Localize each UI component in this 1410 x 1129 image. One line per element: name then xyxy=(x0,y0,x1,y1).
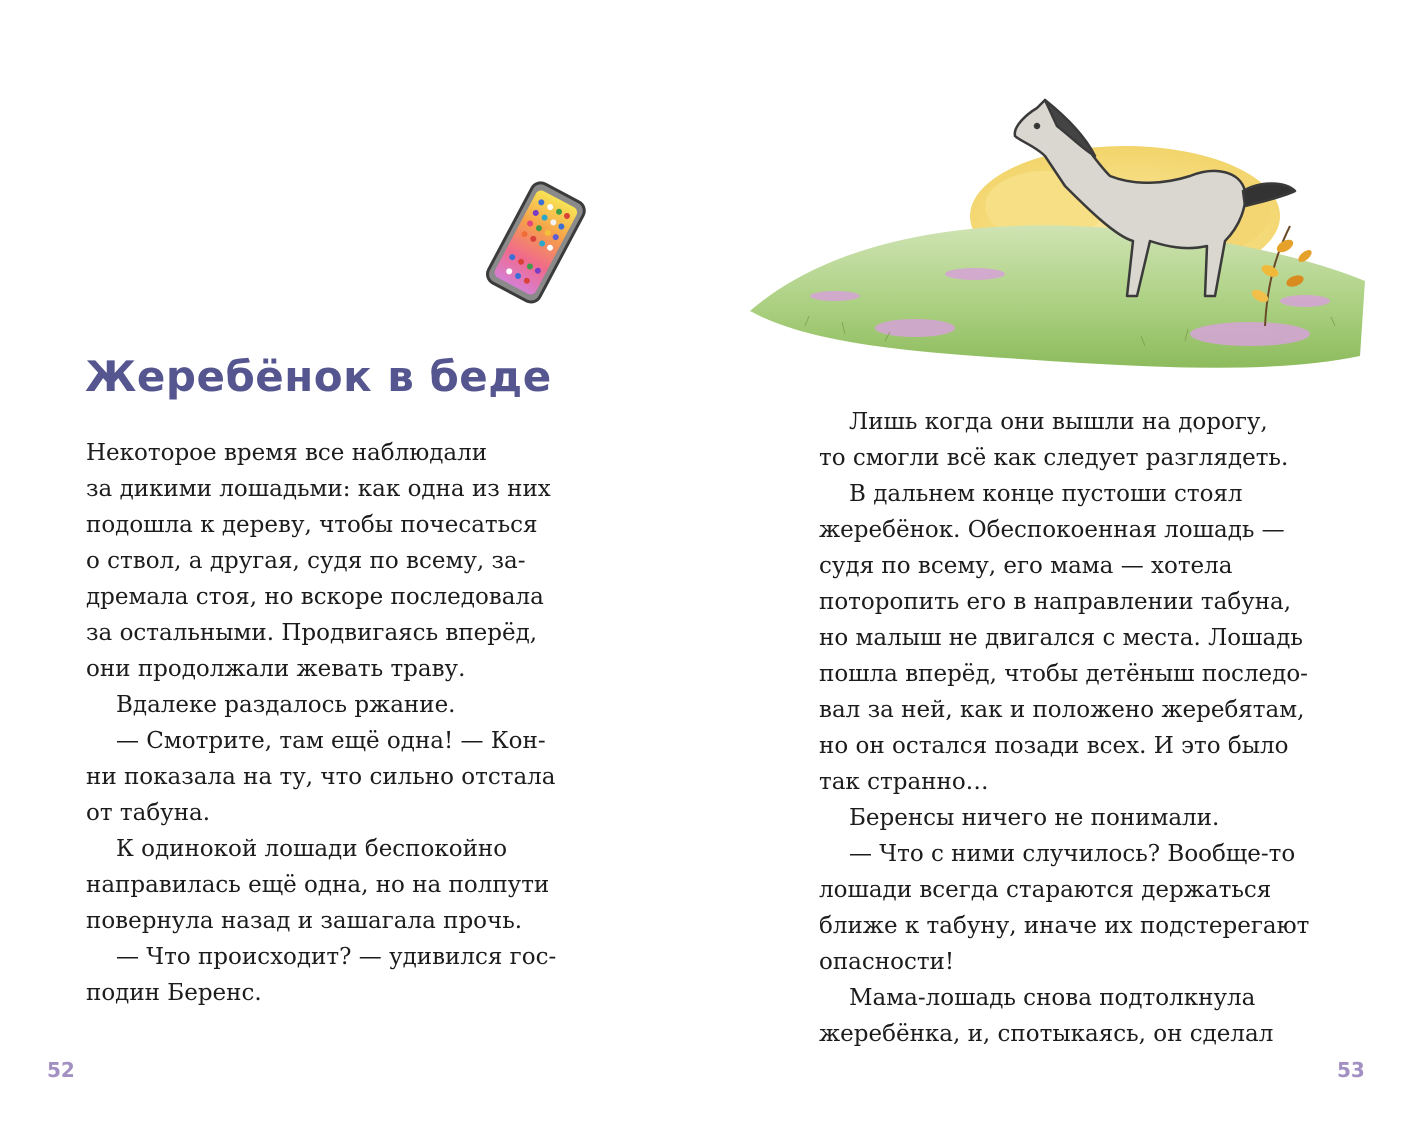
right-page xyxy=(705,0,1410,1129)
text-line: но малыш не двигался с места. Лошадь xyxy=(819,625,1303,651)
text-line: судя по всему, его мама — хотела xyxy=(819,553,1233,579)
text-line: — Смотрите, там ещё одна! — Кон- xyxy=(116,728,546,754)
text-line: ни показала на ту, что сильно отстала xyxy=(86,764,556,790)
text-line: В дальнем конце пустоши стоял xyxy=(849,481,1243,507)
text-line: Некоторое время все наблюдали xyxy=(86,440,488,466)
text-line: Вдалеке раздалось ржание. xyxy=(116,692,456,718)
text-line: Лишь когда они вышли на дорогу, xyxy=(849,409,1268,435)
text-line: то смогли всё как следует разглядеть. xyxy=(819,445,1289,471)
text-line: ближе к табуну, иначе их подстерегают xyxy=(819,913,1310,939)
text-line: поторопить его в направлении табуна, xyxy=(819,589,1292,615)
text-line: вал за ней, как и положено жеребятам, xyxy=(819,697,1305,723)
text-line: Беренсы ничего не понимали. xyxy=(849,805,1220,831)
text-line: — Что происходит? — удивился гос- xyxy=(116,944,557,970)
text-line: жеребёнка, и, спотыкаясь, он сделал xyxy=(819,1021,1274,1047)
text-line: жеребёнок. Обеспокоенная лошадь — xyxy=(819,517,1285,543)
text-line: Мама-лошадь снова подтолкнула xyxy=(849,985,1256,1011)
text-line: повернула назад и зашагала прочь. xyxy=(86,908,523,934)
text-line: лошади всегда стараются держаться xyxy=(819,877,1272,903)
text-line: подошла к дереву, чтобы почесаться xyxy=(86,512,538,538)
text-line: но он остался позади всех. И это было xyxy=(819,733,1289,759)
chapter-title: Жеребёнок в беде xyxy=(85,352,552,401)
page-number-left: 52 xyxy=(47,1058,75,1082)
right-page-text xyxy=(819,404,1309,1052)
text-line: о ствол, а другая, судя по всему, за- xyxy=(86,548,526,574)
text-line: пошла вперёд, чтобы детёныш последо- xyxy=(819,661,1308,687)
smartphone-icon xyxy=(474,180,596,304)
text-line: подин Беренс. xyxy=(86,980,262,1006)
text-line: дремала стоя, но вскоре последовала xyxy=(86,584,544,610)
text-line: за дикими лошадьми: как одна из них xyxy=(86,476,551,502)
text-line: К одинокой лошади беспокойно xyxy=(116,836,508,862)
text-line: опасности! xyxy=(819,949,955,975)
text-line: — Что с ними случилось? Вообще-то xyxy=(849,841,1296,867)
text-line: так странно… xyxy=(819,769,989,795)
text-line: направилась ещё одна, но на полпути xyxy=(86,872,550,898)
text-line: от табуна. xyxy=(86,800,211,826)
foal-in-meadow-illustration xyxy=(745,96,1370,376)
text-line: за остальными. Продвигаясь вперёд, xyxy=(86,620,538,646)
text-line: они продолжали жевать траву. xyxy=(86,656,466,682)
left-page-text xyxy=(86,435,556,1011)
page-number-right: 53 xyxy=(1337,1058,1365,1082)
